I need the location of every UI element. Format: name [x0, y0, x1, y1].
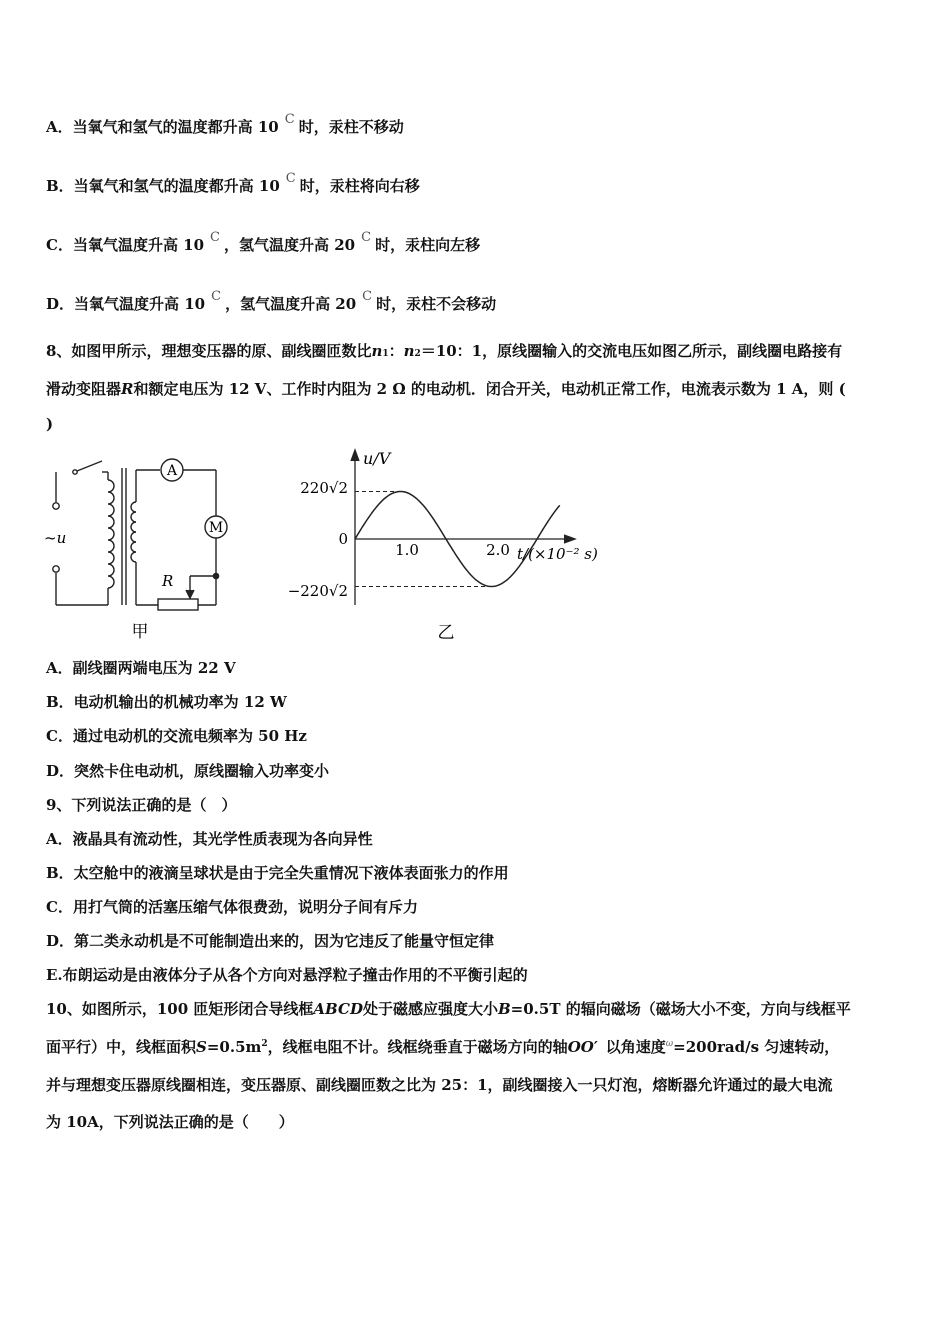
- s-symbol: S: [196, 1038, 207, 1056]
- q7-option-a[interactable]: [46, 112, 404, 137]
- q9-stem-text: 9、下列说法正确的是（ ）: [46, 796, 237, 814]
- abcd-symbol: ABCD: [313, 1000, 363, 1018]
- n1-subscript: 1: [382, 349, 389, 359]
- q7-option-b-text-end: 时，汞柱将向右移: [299, 177, 420, 195]
- switch-blade: [77, 461, 102, 471]
- b-symbol: B: [497, 1000, 511, 1018]
- q9-option-d-text: D．第二类永动机是不可能制造出来的，因为它违反了能量守恒定律: [46, 932, 495, 950]
- q8-option-d[interactable]: [46, 760, 329, 781]
- motor-label: M: [208, 520, 224, 536]
- y-axis-arrow: [351, 450, 359, 461]
- n1-symbol: n: [371, 342, 383, 360]
- terminal-top: [53, 503, 59, 509]
- q10-text: 10、如图所示，100 匝矩形闭合导线框: [46, 1000, 314, 1018]
- x-axis-label: t/(×10⁻² s): [517, 545, 598, 563]
- q7-option-c-text-end: 时，汞柱向左移: [375, 236, 481, 254]
- q8-option-c[interactable]: [46, 725, 307, 746]
- squared-superscript: 2: [261, 1039, 268, 1049]
- q10-text: =0.5T 的辐向磁场（磁场大小不变，方向与线框平: [510, 1000, 851, 1018]
- degree-c-symbol: C: [211, 289, 222, 304]
- q7-option-a-text: A．当氧气和氢气的温度都升高 10: [46, 118, 279, 136]
- q7-option-d[interactable]: [46, 289, 497, 314]
- q8-option-a-text: A．副线圈两端电压为 22 V: [46, 659, 236, 677]
- n2-symbol: n: [403, 342, 415, 360]
- q9-option-b[interactable]: [46, 862, 509, 883]
- degree-c-symbol: C: [284, 112, 295, 127]
- q10-stem-line-1: [46, 998, 851, 1019]
- q8-option-d-text: D．突然卡住电动机，原线圈输入功率变小: [46, 762, 330, 780]
- q10-text: 以角速度: [605, 1038, 666, 1056]
- resistor-label: R: [162, 572, 174, 590]
- xtick-2: 2.0: [486, 541, 510, 559]
- q9-option-d[interactable]: [46, 930, 494, 951]
- q10-text: 并与理想变压器原线圈相连，变压器原、副线圈匝数之比为 25：1，副线圈接入一只灯泡，熔断器允许通过的最大电流: [46, 1076, 833, 1094]
- junction-dot: [213, 573, 218, 578]
- terminal-bottom: [53, 566, 59, 572]
- xtick-1: 1.0: [395, 541, 419, 559]
- q7-option-c-text-mid: ，氢气温度升高 20: [224, 236, 356, 254]
- figure-jia-caption: 甲: [131, 622, 149, 642]
- figure-yi-caption: 乙: [437, 623, 455, 643]
- ammeter-label: A: [166, 463, 178, 479]
- n2-subscript: 2: [414, 349, 421, 359]
- axis-oo-symbol: OO′: [567, 1038, 598, 1056]
- degree-c-symbol: C: [361, 230, 372, 245]
- q10-stem-line-3: [46, 1074, 833, 1095]
- q8-text: 滑动变阻器: [46, 380, 122, 398]
- q8-stem-line-3: [46, 415, 53, 433]
- q7-option-d-text-end: 时，汞柱不会移动: [376, 295, 497, 313]
- r-symbol: R: [121, 380, 134, 398]
- q7-option-b-text: B．当氧气和氢气的温度都升高 10: [46, 177, 280, 195]
- q9-option-c[interactable]: [46, 896, 418, 917]
- q10-text: 面平行）中，线框面积: [46, 1038, 197, 1056]
- q10-text: =200rad/s 匀速转动，: [673, 1038, 840, 1056]
- y-axis-label: u/V: [363, 449, 391, 468]
- degree-c-symbol: C: [362, 289, 373, 304]
- ytick-origin: 0: [338, 530, 348, 548]
- q7-option-d-text: D．当氧气温度升高 10: [46, 295, 206, 313]
- q9-option-b-text: B．太空舱中的液滴呈球状是由于完全失重情况下液体表面张力的作用: [46, 864, 509, 882]
- q8-option-b[interactable]: [46, 691, 287, 712]
- x-axis-arrow: [564, 535, 575, 543]
- q10-text: ，线框电阻不计。线框绕垂直于磁场方向的轴: [267, 1038, 568, 1056]
- q7-option-d-text-mid: ，氢气温度升高 20: [225, 295, 357, 313]
- q10-stem-line-4: [46, 1111, 294, 1132]
- q10-text: =0.5m: [206, 1038, 262, 1056]
- degree-c-symbol: C: [285, 171, 296, 186]
- q10-stem-line-2: [46, 1036, 839, 1057]
- q9-option-e[interactable]: [46, 964, 528, 985]
- q8-option-a[interactable]: [46, 657, 236, 678]
- ytick-max: 220√2: [300, 479, 348, 497]
- omega-symbol: ω: [665, 1039, 674, 1049]
- q9-option-c-text: C．用打气筒的活塞压缩气体很费劲，说明分子间有斥力: [46, 898, 418, 916]
- rheostat: [158, 599, 198, 610]
- secondary-coil: [131, 502, 136, 562]
- q8-text: ): [46, 415, 54, 433]
- voltage-graph: [270, 445, 615, 645]
- source-label: ~u: [44, 529, 67, 547]
- q7-option-b[interactable]: [46, 171, 420, 196]
- q8-option-c-text: C．通过电动机的交流电频率为 50 Hz: [46, 727, 307, 745]
- q8-option-b-text: B．电动机输出的机械功率为 12 W: [46, 693, 287, 711]
- q7-option-a-text-end: 时，汞柱不移动: [298, 118, 404, 136]
- q8-stem-line-1: [46, 340, 842, 361]
- q8-text: ＝10：1，原线圈输入的交流电压如图乙所示，副线圈电路接有: [420, 342, 843, 360]
- circuit-diagram: [40, 450, 240, 645]
- q8-text: 8、如图甲所示，理想变压器的原、副线圈匝数比: [46, 342, 372, 360]
- q8-stem-line-2: [46, 378, 846, 399]
- primary-coil: [108, 480, 114, 588]
- q8-text: 和额定电压为 12 V、工作时内阻为 2 Ω 的电动机．闭合开关，电动机正常工作，电流表示数为 1 A，则 (: [133, 380, 846, 398]
- q7-option-c[interactable]: [46, 230, 481, 255]
- q9-option-a[interactable]: [46, 828, 373, 849]
- ratio-colon: ：: [388, 342, 404, 360]
- ytick-min: −220√2: [287, 582, 348, 600]
- switch-pivot: [73, 470, 77, 474]
- q7-option-c-text: C．当氧气温度升高 10: [46, 236, 205, 254]
- q9-option-a-text: A．液晶具有流动性，其光学性质表现为各向异性: [46, 830, 373, 848]
- q10-text: 处于磁感应强度大小: [362, 1000, 498, 1018]
- degree-c-symbol: C: [210, 230, 220, 245]
- q10-text: 为 10A，下列说法正确的是（ ）: [46, 1113, 294, 1131]
- q9-option-e-text: E.布朗运动是由液体分子从各个方向对悬浮粒子撞击作用的不平衡引起的: [46, 966, 528, 984]
- q9-stem: [46, 794, 236, 815]
